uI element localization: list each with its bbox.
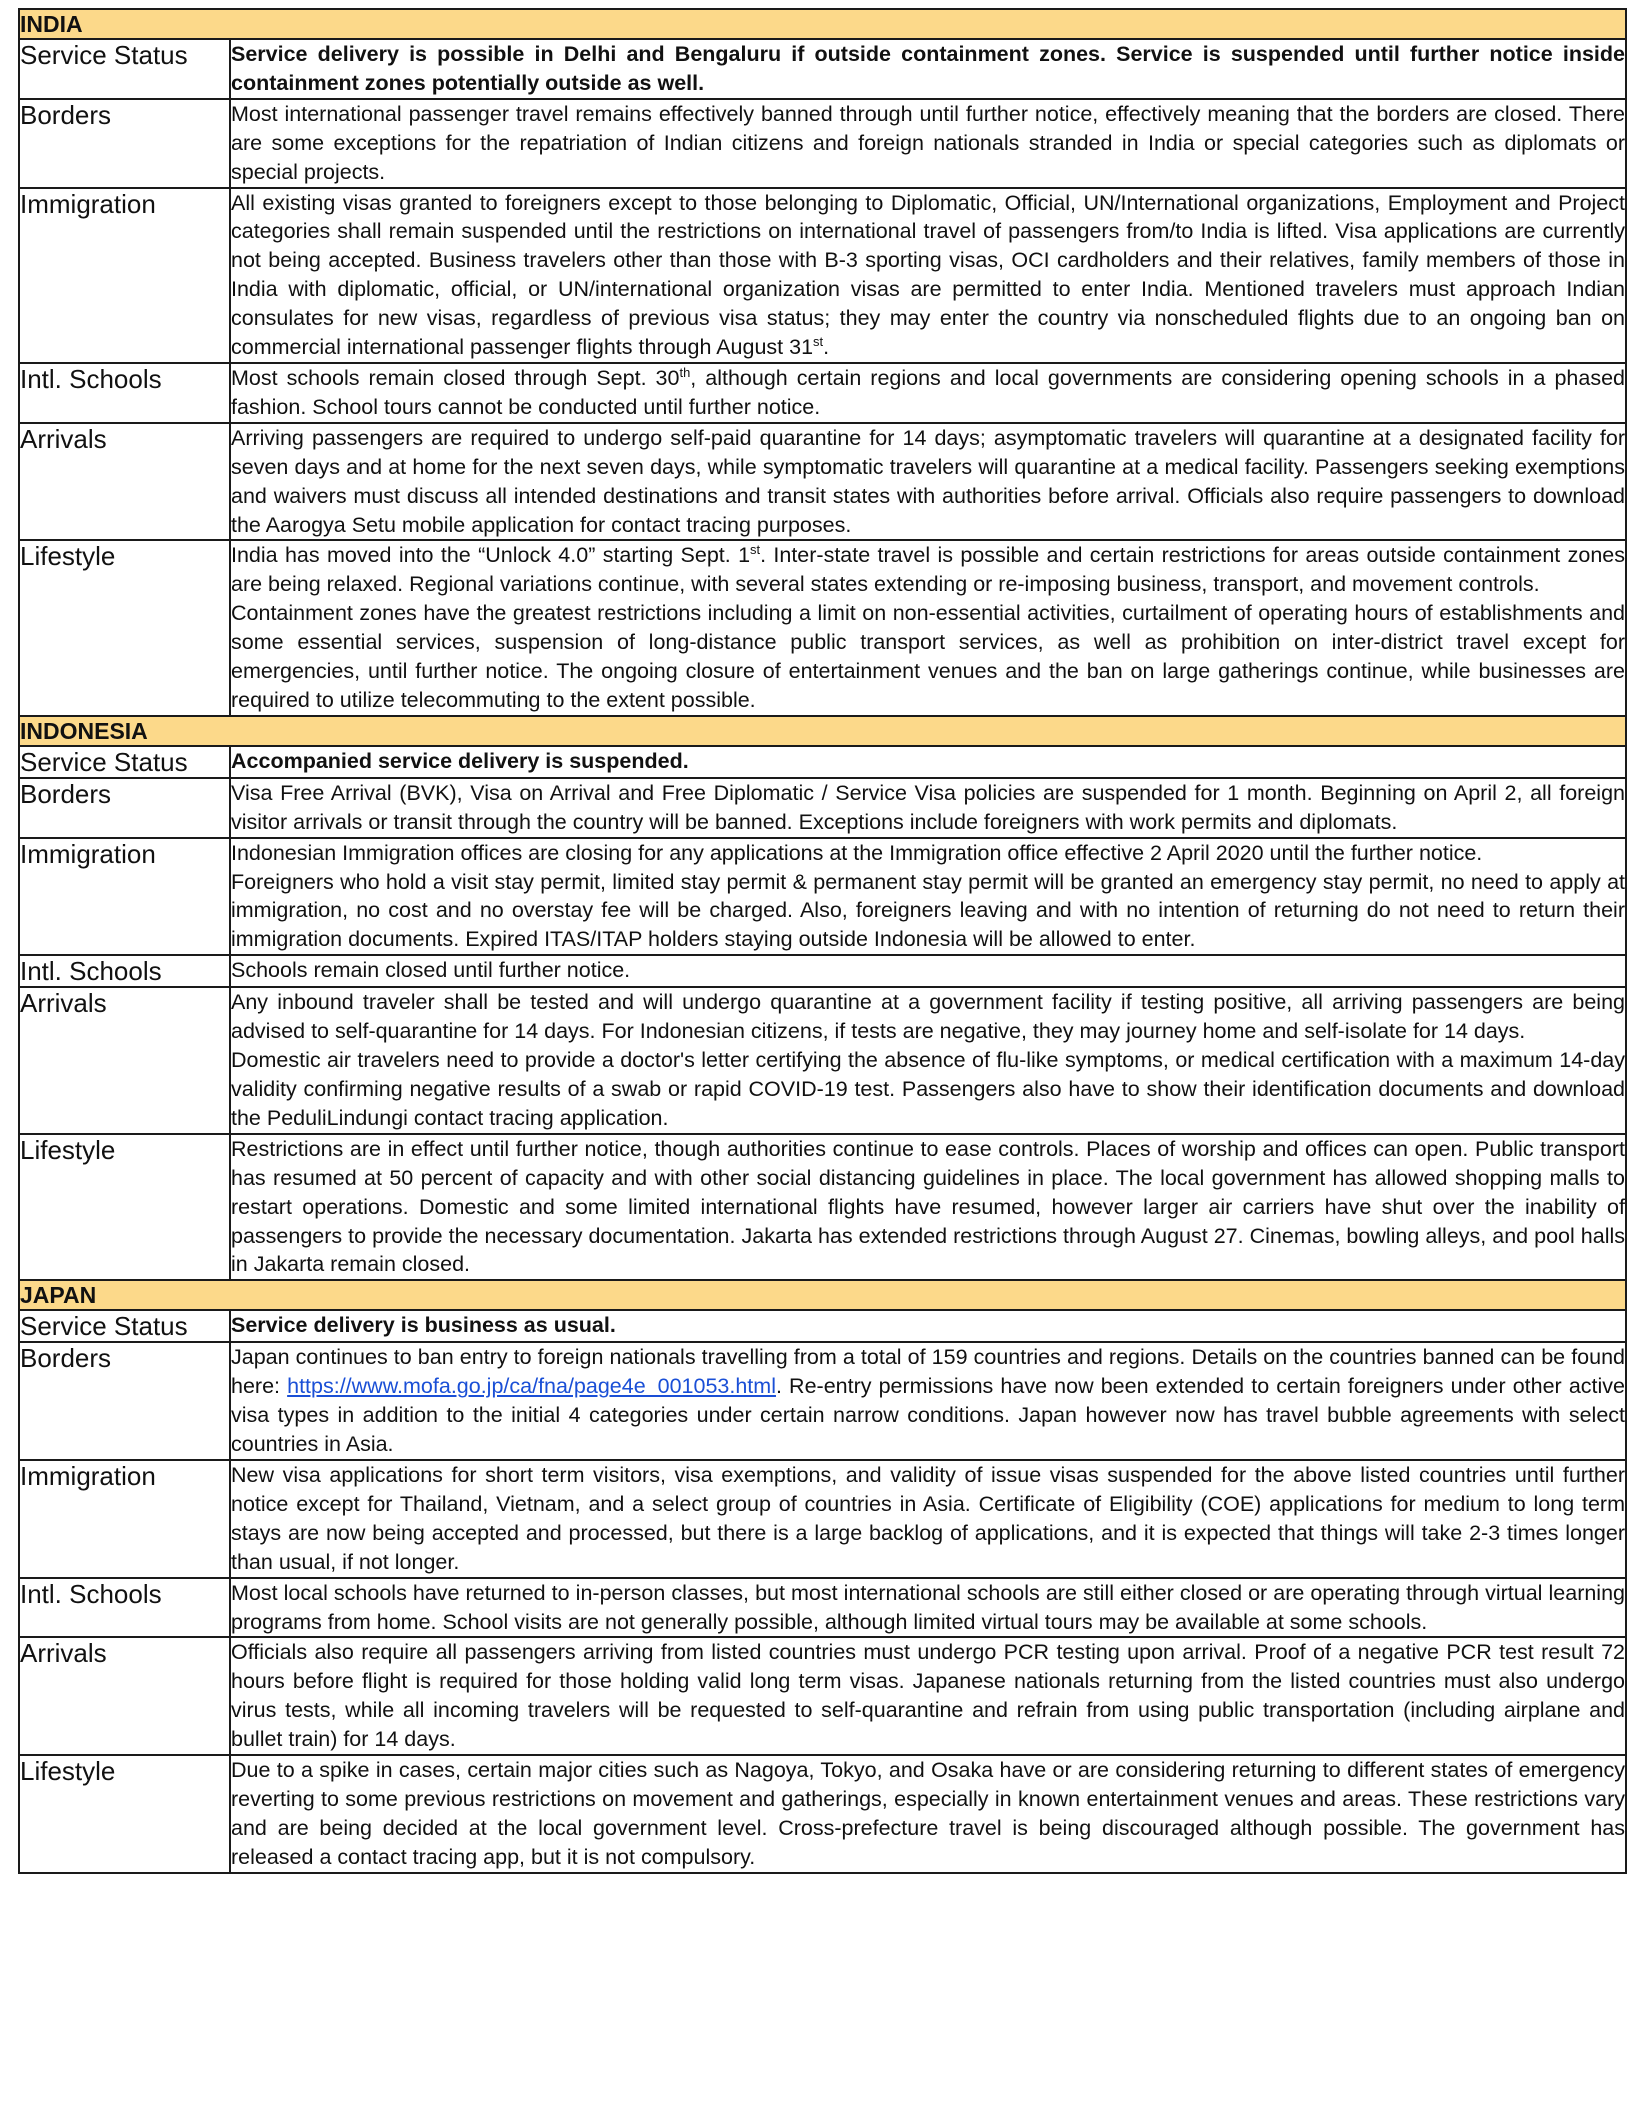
row-text — [231, 40, 1625, 98]
row-label: Borders — [19, 99, 230, 188]
row-text — [231, 1343, 1625, 1459]
ordinal-suffix: st — [813, 333, 824, 349]
row-label: Arrivals — [19, 1637, 230, 1755]
row-text-main: Most schools remain closed through Sept. 30 — [231, 365, 680, 390]
row-label: Lifestyle — [19, 1134, 230, 1281]
row-label: Lifestyle — [19, 1755, 230, 1873]
row-text-main: Any inbound traveler shall be tested and will undergo quarantine at a government facility if testing positive, all arriving passengers are being advised to self-quarantine for 14 days. For Indonesian citizens, if tests are negative, they may journey home and self-isolate for 14 days. — [231, 990, 1625, 1044]
row-text-main: Schools remain closed until further notice. — [231, 958, 631, 983]
advisory-row-borders — [19, 99, 1626, 188]
row-text-main: Officials also require all passengers arriving from listed countries must undergo PCR testing upon arrival. Proof of a negative PCR test result 72 hours before flight is required for those holding valid long term visas. Japanese nationals returning from the listed countries must also undergo virus tests, while all incoming travelers will be requested to self-quarantine and refrain from using public transportation (including airplane and bullet train) for 14 days. — [231, 1640, 1625, 1752]
row-label: Service Status — [19, 39, 230, 99]
row-label: Immigration — [19, 188, 230, 363]
row-value — [230, 1755, 1626, 1873]
row-text-main: Japan continues to ban entry to foreign nationals travelling from a total of 159 countries and regions. Details on the countries banned can be found here: — [231, 1345, 1625, 1399]
advisory-row-immigration — [19, 1460, 1626, 1578]
row-value — [230, 1134, 1626, 1281]
travel-advisory-document — [18, 8, 1627, 1874]
row-text-paragraph-2: Containment zones have the greatest restrictions including a limit on non-essential activities, curtailment of operating hours of establishments and some essential services, suspension of long-distance public transport services, as well as prohibition on inter-district travel except for emergencies, until further notice. The ongoing closure of entertainment venues and the ban on large gatherings continue, while businesses are required to utilize telecommuting to the extent possible. — [231, 601, 1625, 712]
row-label: Service Status — [19, 1310, 230, 1342]
advisory-row-arrivals — [19, 1637, 1626, 1755]
row-text — [231, 1756, 1625, 1872]
row-value — [230, 1460, 1626, 1578]
row-text-tail: . Inter-state travel is possible and certain restrictions for areas outside containment zones are being relaxed. Regional variations continue, with several states extending or re-imposing business, transport, and movement controls. — [231, 543, 1625, 597]
row-value — [230, 363, 1626, 423]
advisory-row-service-status — [19, 746, 1626, 778]
row-text-main: New visa applications for short term visitors, visa exemptions, and validity of issue visas suspended for the above listed countries until further notice except for Thailand, Vietnam, and a select group of countries in Asia. Certificate of Eligibility (COE) applications for medium to long term stays are now being accepted and processed, but there is a large backlog of applications, and it is expected that things will take 2-3 times longer than usual, if not longer. — [231, 1462, 1625, 1574]
advisory-row-borders — [19, 1342, 1626, 1460]
row-text-main: Restrictions are in effect until further notice, though authorities continue to ease controls. Places of worship and offices can open. Public transport has resumed at 50 percent of capacity and with other social distancing guidelines in place. The local government has allowed shopping malls to restart operations. Domestic and some limited international flights have resumed, however larger air carriers have shut over the inability of passengers to provide the necessary documentation. Jakarta has extended restrictions through August 27. Cinemas, bowling alleys, and pool halls in Jakarta remain closed. — [231, 1136, 1625, 1277]
row-text-tail: . Re-entry permissions have now been extended to certain foreigners under other active visa types in addition to the initial 4 categories under certain narrow conditions. Japan however now has travel bubble agreements with select countries in Asia. — [231, 1374, 1625, 1457]
row-text-main: Indonesian Immigration offices are closing for any applications at the Immigration office effective 2 April 2020 until the further notice. — [231, 840, 1483, 865]
advisory-row-arrivals — [19, 423, 1626, 541]
country-header-row — [19, 9, 1626, 39]
row-text-main: Most local schools have returned to in-person classes, but most international schools are still either closed or are operating through virtual learning programs from home. School visits are not generally possible, although limited virtual tours may be available at some schools. — [231, 1580, 1625, 1634]
row-text — [231, 1579, 1625, 1637]
row-text-main: Service delivery is business as usual. — [231, 1313, 616, 1338]
country-header-row — [19, 716, 1626, 746]
advisory-row-intl-schools — [19, 363, 1626, 423]
row-label: Immigration — [19, 838, 230, 956]
row-text — [231, 747, 1625, 776]
row-text-tail: , although certain regions and local governments are considering opening schools in a phased fashion. School tours cannot be conducted until further notice. — [231, 365, 1625, 419]
row-value — [230, 540, 1626, 715]
row-label: Arrivals — [19, 987, 230, 1134]
row-text-main: Visa Free Arrival (BVK), Visa on Arrival and Free Diplomatic / Service Visa policies are suspended for 1 month. Beginning on April 2, all foreign visitor arrivals or transit through the country will be banned. Exceptions include foreigners with work permits and diplomats. — [231, 780, 1625, 834]
country-header-row — [19, 1280, 1626, 1310]
country-name: JAPAN — [19, 1280, 1626, 1310]
row-value — [230, 99, 1626, 188]
row-text — [231, 189, 1625, 362]
row-value — [230, 955, 1626, 987]
row-text-paragraph-2: Domestic air travelers need to provide a doctor's letter certifying the absence of flu-like symptoms, or medical certification with a maximum 14-day validity confirming negative results of a swab or rapid COVID-19 test. Passengers also have to show their identification documents and download the PeduliLindungi contact tracing application. — [231, 1048, 1625, 1130]
row-label: Arrivals — [19, 423, 230, 541]
row-text — [231, 1135, 1625, 1280]
row-text — [231, 1311, 1625, 1340]
row-text — [231, 839, 1625, 868]
row-label: Intl. Schools — [19, 1578, 230, 1638]
row-label: Borders — [19, 778, 230, 838]
advisory-row-lifestyle — [19, 1755, 1626, 1873]
row-label: Lifestyle — [19, 540, 230, 715]
row-value — [230, 1578, 1626, 1638]
row-text — [231, 1461, 1625, 1577]
advisory-row-immigration — [19, 188, 1626, 363]
row-text-tail: . — [823, 335, 830, 360]
row-text-main: All existing visas granted to foreigners except to those belonging to Diplomatic, Official, UN/International organizations, Employment and Project categories shall remain suspended until the restrictions on international travel of passengers from/to India is lifted. Visa applications are currently not being accepted. Business travelers other than those with B-3 sporting visas, OCI cardholders and their relatives, family members of those in India with diplomatic, official, or UN/international organization visas are permitted to enter India. Mentioned travelers must approach Indian consulates for new visas, regardless of previous visa status; they may enter the country via nonscheduled flights due to an ongoing ban on commercial international passenger flights through August 31 — [231, 190, 1625, 360]
row-text-main: India has moved into the “Unlock 4.0” starting Sept. 1 — [231, 543, 751, 568]
mofa-link[interactable]: https://www.mofa.go.jp/ca/fna/page4e_001053.html — [287, 1374, 776, 1399]
service-status-value — [230, 39, 1626, 99]
service-status-value — [230, 746, 1626, 778]
row-text — [231, 779, 1625, 837]
row-text-main: Due to a spike in cases, certain major cities such as Nagoya, Tokyo, and Osaka have or are considering returning to different states of emergency reverting to some previous restrictions on movement and gatherings, especially in known entertainment venues and areas. These restrictions vary and are being decided at the local government level. Cross-prefecture travel is being discouraged although possible. The government has released a contact tracing app, but it is not compulsory. — [231, 1758, 1625, 1869]
row-text — [231, 364, 1625, 422]
row-text — [231, 956, 1625, 985]
row-label: Immigration — [19, 1460, 230, 1578]
row-text-paragraph-2: Foreigners who hold a visit stay permit, limited stay permit & permanent stay permit will be granted an emergency stay permit, no need to apply at immigration, no cost and no overstay fee will be charged. Also, foreigners leaving and with no intention of returning do not need to return their immigration documents. Expired ITAS/ITAP holders staying outside Indonesia will be allowed to enter. — [231, 869, 1625, 952]
row-text — [231, 1638, 1625, 1754]
row-value — [230, 1637, 1626, 1755]
row-label: Intl. Schools — [19, 363, 230, 423]
row-label: Intl. Schools — [19, 955, 230, 987]
row-text — [231, 424, 1625, 540]
advisory-row-arrivals — [19, 987, 1626, 1134]
row-value — [230, 1342, 1626, 1460]
row-text — [231, 100, 1625, 187]
row-text-main: Accompanied service delivery is suspended. — [231, 748, 689, 773]
row-text — [231, 988, 1625, 1046]
country-advisory-table — [18, 8, 1627, 1874]
advisory-row-immigration — [19, 838, 1626, 956]
advisory-row-service-status — [19, 39, 1626, 99]
advisory-row-lifestyle — [19, 540, 1626, 715]
row-value — [230, 188, 1626, 363]
ordinal-suffix: th — [679, 364, 691, 380]
advisory-row-lifestyle — [19, 1134, 1626, 1281]
country-name: INDONESIA — [19, 716, 1626, 746]
country-name: INDIA — [19, 9, 1626, 39]
advisory-row-intl-schools — [19, 955, 1626, 987]
advisory-row-intl-schools — [19, 1578, 1626, 1638]
row-text-main: Service delivery is possible in Delhi and Bengaluru if outside containment zones. Service is suspended until further notice inside containment zones potentially outside as well. — [231, 42, 1625, 95]
service-status-value — [230, 1310, 1626, 1342]
row-label: Service Status — [19, 746, 230, 778]
row-text-main: Most international passenger travel remains effectively banned through until further notice, effectively meaning that the borders are closed. There are some exceptions for the repatriation of Indian citizens and foreign nationals stranded in India or special categories such as diplomats or special projects. — [231, 101, 1625, 184]
row-text-main: Arriving passengers are required to undergo self-paid quarantine for 14 days; asymptomatic travelers will quarantine at a designated facility for seven days and at home for the next seven days, while symptomatic travelers will quarantine at a medical facility. Passengers seeking exemptions and waivers must discuss all intended destinations and transit states with authorities before arrival. Officials also require passengers to download the Aarogya Setu mobile application for contact tracing purposes. — [231, 425, 1625, 537]
row-value — [230, 423, 1626, 541]
ordinal-suffix: st — [750, 542, 761, 558]
row-value — [230, 987, 1626, 1134]
row-text — [231, 541, 1625, 599]
advisory-row-service-status — [19, 1310, 1626, 1342]
row-label: Borders — [19, 1342, 230, 1460]
row-value — [230, 778, 1626, 838]
row-value — [230, 838, 1626, 956]
advisory-row-borders — [19, 778, 1626, 838]
